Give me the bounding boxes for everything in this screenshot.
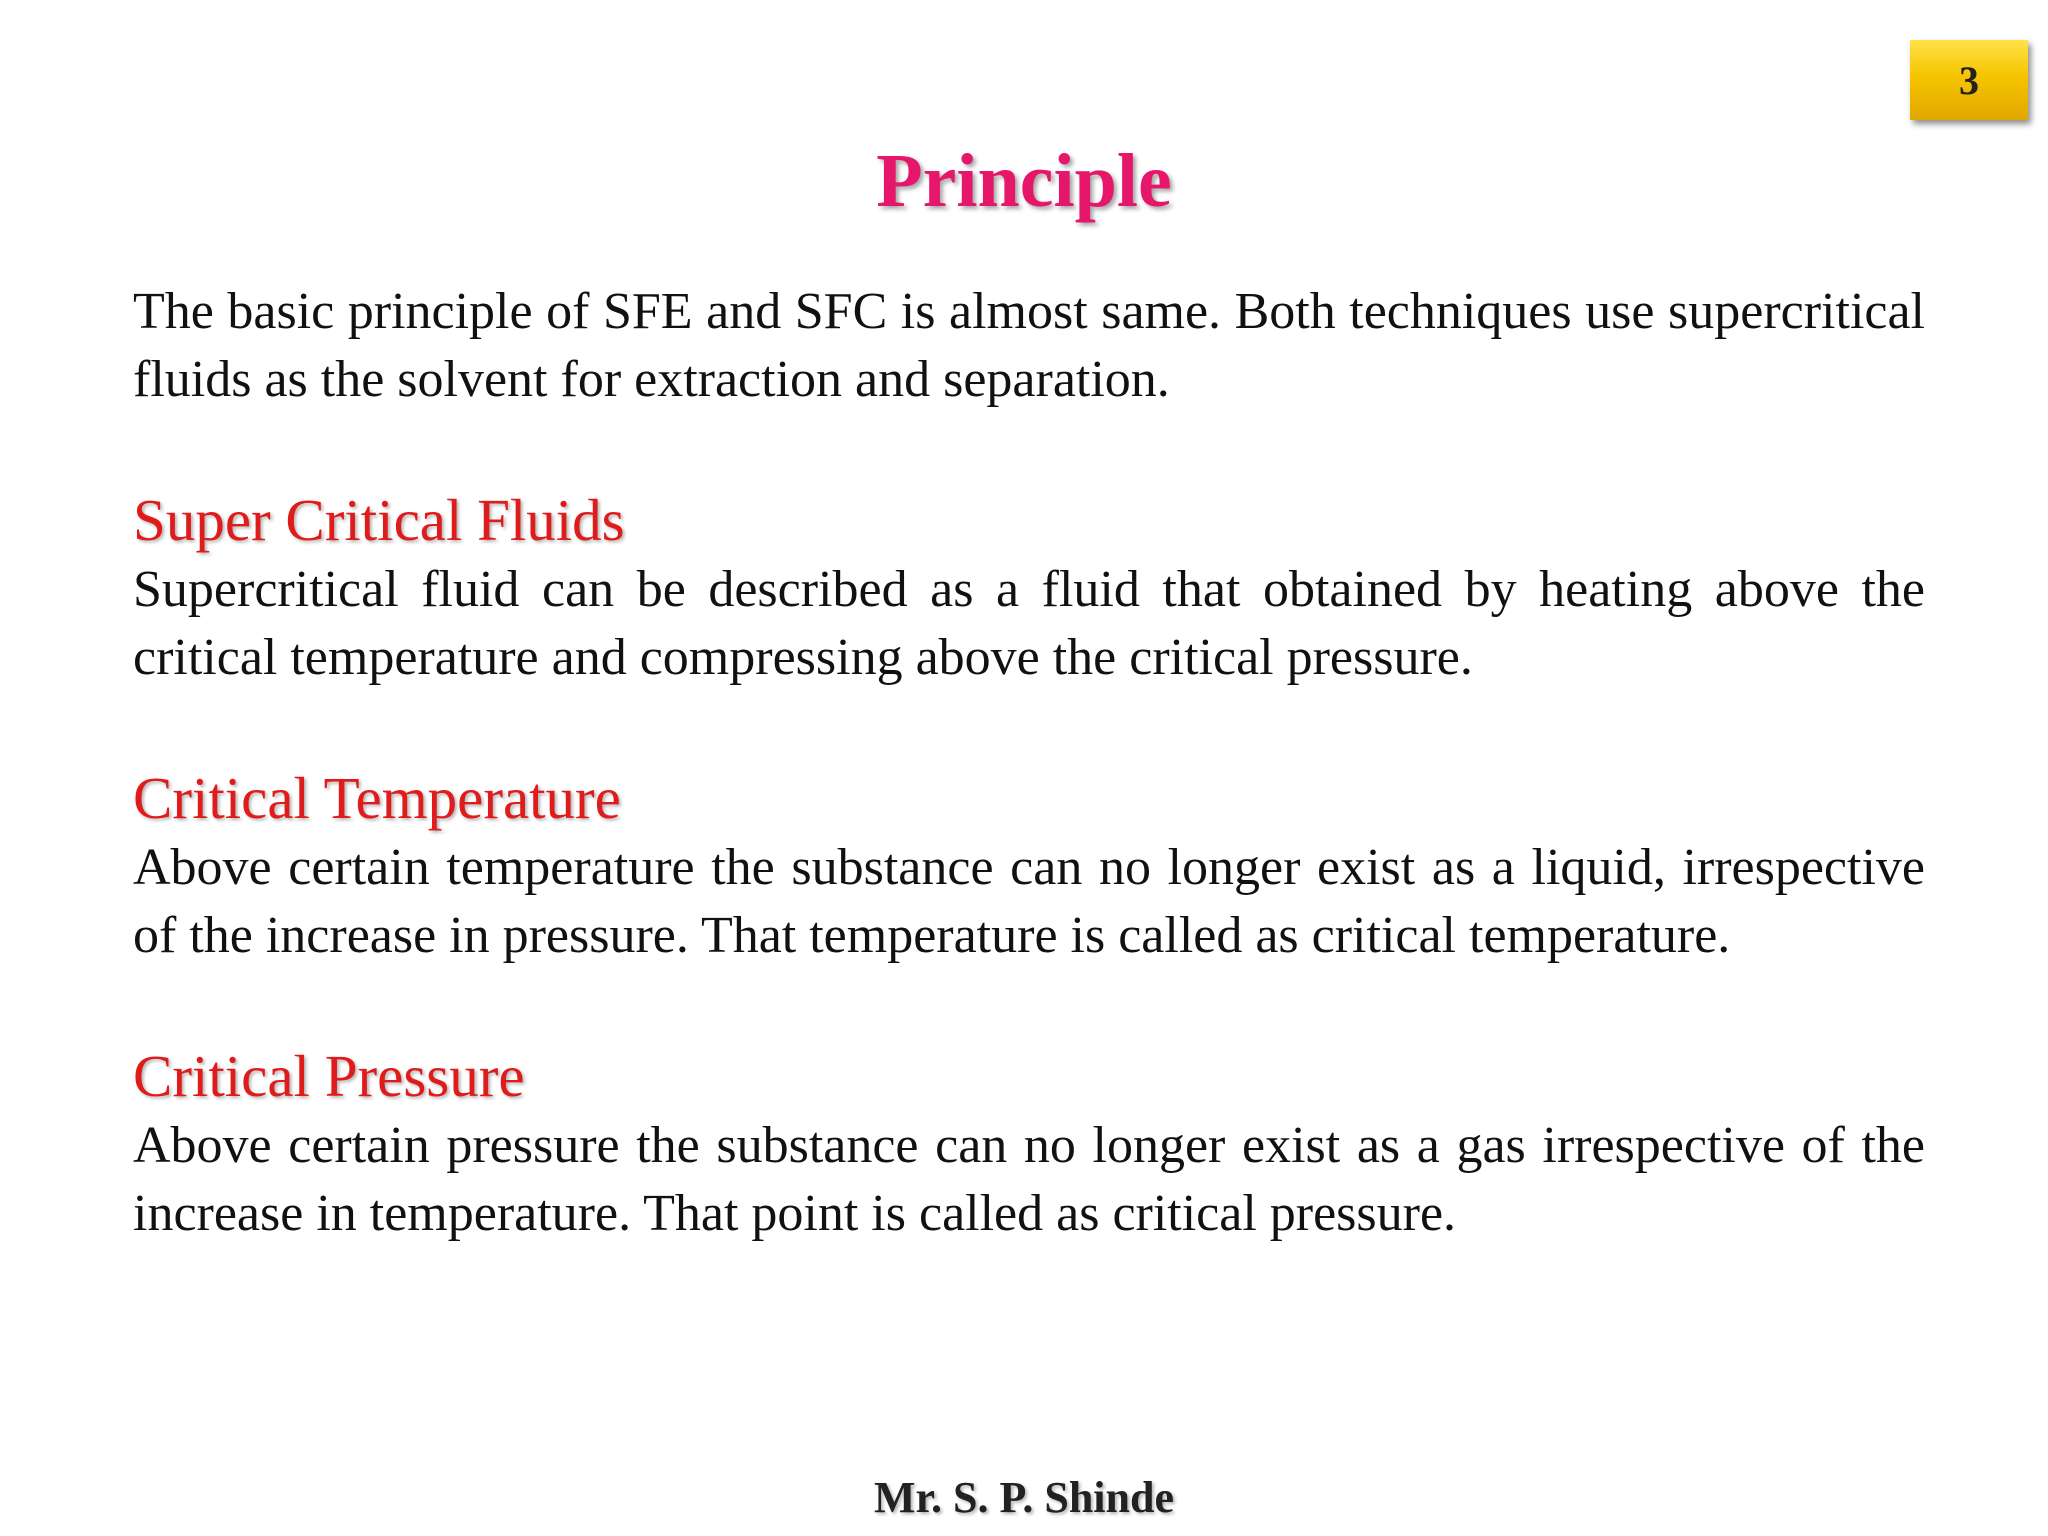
section-super-critical-fluids	[133, 484, 1925, 692]
section-text: Above certain pressure the substance can no longer exist as a gas irrespective of the increase in temperature. That point is called as critical pressure.	[133, 1117, 1925, 1242]
intro-paragraph: The basic principle of SFE and SFC is almost same. Both techniques use supercritical fluids as the solvent for extraction and separation.	[133, 283, 1925, 408]
section-critical-pressure	[133, 1040, 1925, 1248]
slide-title: Principle	[876, 139, 1172, 223]
slide-content	[133, 278, 1925, 1248]
page-number-badge: 3	[1910, 40, 2028, 120]
section-heading: Critical Temperature	[133, 765, 621, 831]
section-text: Supercritical fluid can be described as a fluid that obtained by heating above the critical temperature and compressing above the critical pressure.	[133, 561, 1925, 686]
section-heading: Super Critical Fluids	[133, 487, 625, 553]
section-critical-temperature	[133, 762, 1925, 970]
section-text: Above certain temperature the substance can no longer exist as a liquid, irrespective of the increase in pressure. That temperature is called as critical temperature.	[133, 839, 1925, 964]
author-footer: Mr. S. P. Shinde	[874, 1473, 1174, 1522]
section-heading: Critical Pressure	[133, 1043, 525, 1109]
